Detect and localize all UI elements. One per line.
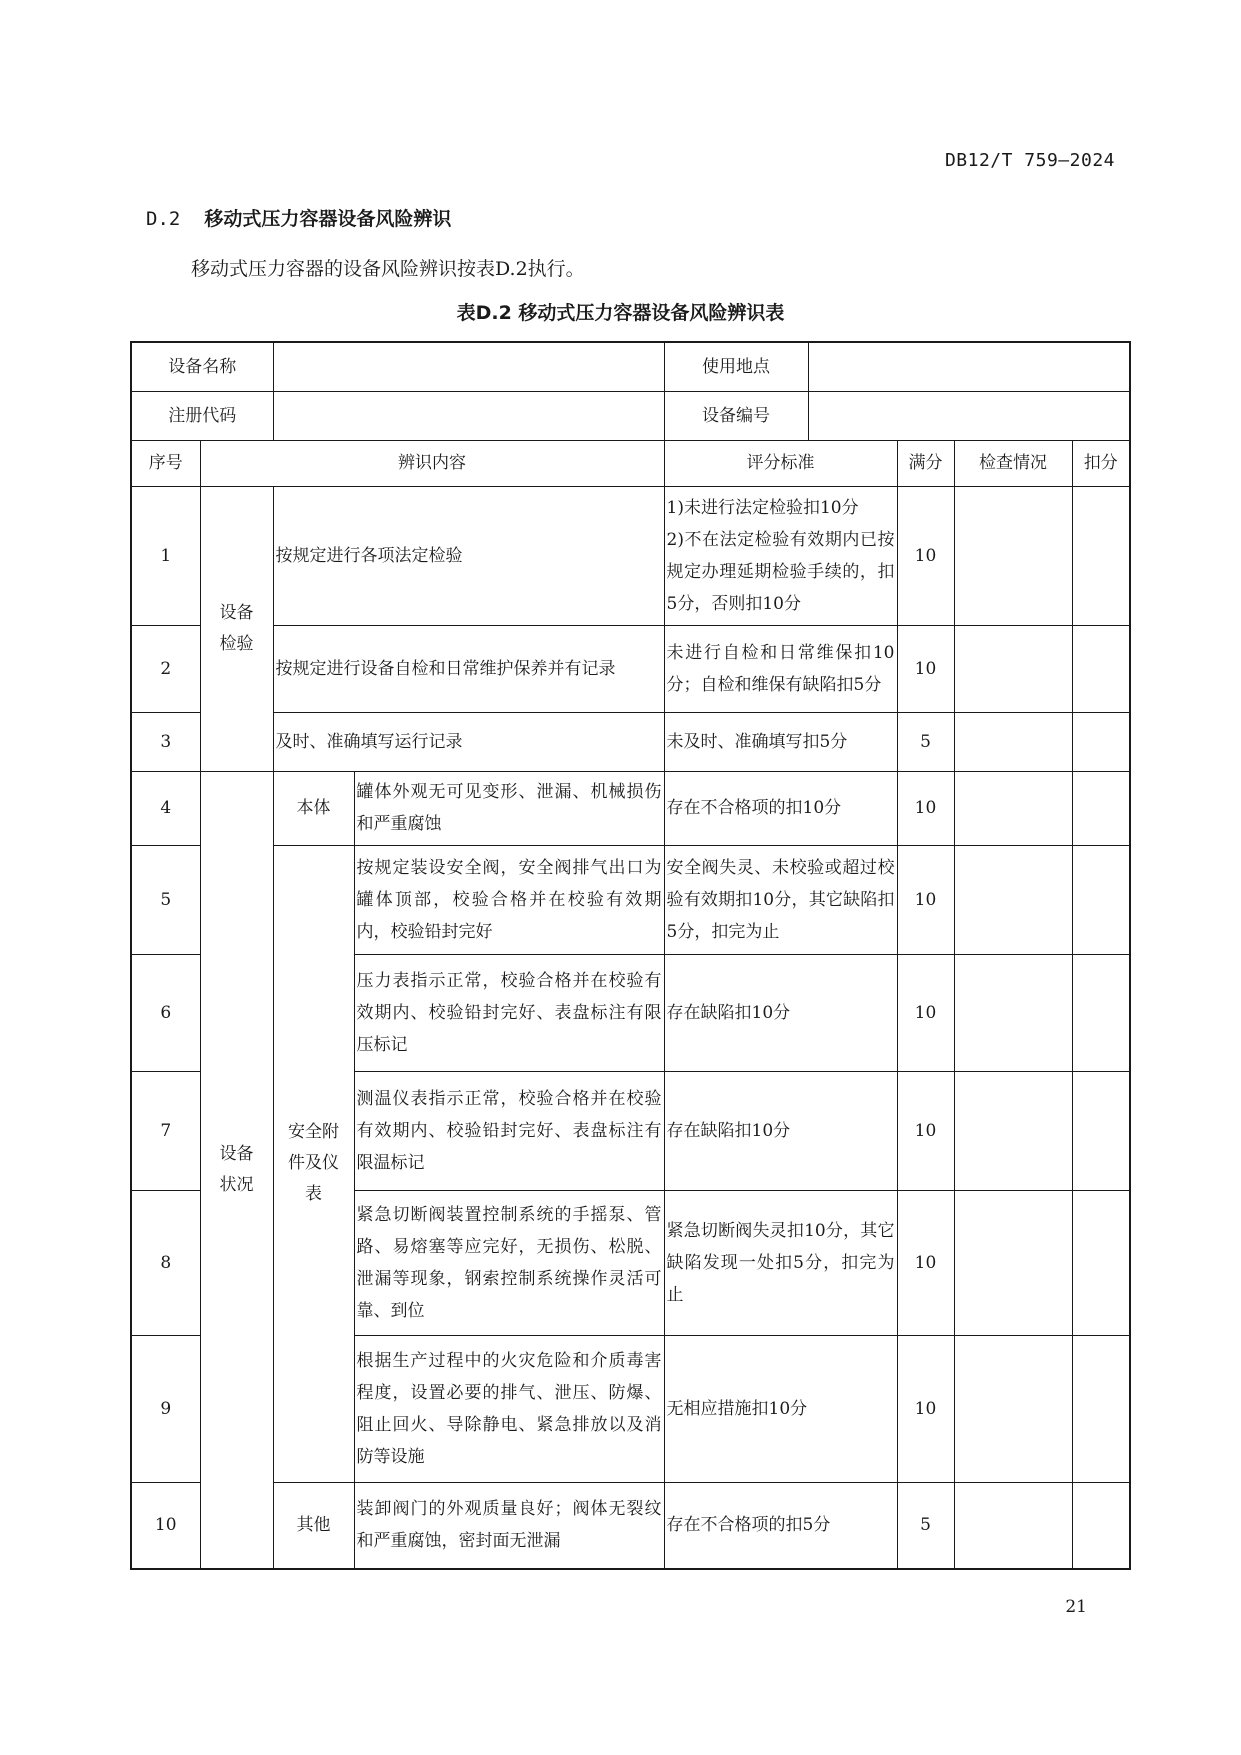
risk-identification-table	[130, 341, 1131, 1570]
row-check[interactable]	[954, 712, 1072, 771]
row-check[interactable]	[954, 845, 1072, 954]
table-row	[131, 771, 1130, 845]
row-content: 罐体外观无可见变形、泄漏、机械损伤和严重腐蚀	[354, 771, 664, 845]
row-criteria: 安全阀失灵、未校验或超过校验有效期扣10分，其它缺陷扣5分，扣完为止	[664, 845, 897, 954]
row-criteria: 存在缺陷扣10分	[664, 1071, 897, 1190]
row-score: 10	[897, 1190, 954, 1335]
check-header: 检查情况	[954, 440, 1072, 486]
row-score: 5	[897, 1482, 954, 1569]
row-criteria: 存在缺陷扣10分	[664, 954, 897, 1071]
section-title: 移动式压力容器设备风险辨识	[204, 208, 452, 230]
table-row	[131, 1482, 1130, 1569]
row-deduction[interactable]	[1072, 625, 1130, 712]
device-number-label: 设备编号	[664, 391, 808, 440]
row-check[interactable]	[954, 1071, 1072, 1190]
header-row	[131, 440, 1130, 486]
row-seq: 9	[131, 1335, 200, 1482]
device-name-value	[273, 342, 664, 391]
row-check[interactable]	[954, 1482, 1072, 1569]
row-seq: 1	[131, 486, 200, 625]
subcategory-other: 其他	[273, 1482, 354, 1569]
subcategory-accessories: 安全附件及仪表	[273, 845, 354, 1482]
row-criteria: 未及时、准确填写扣5分	[664, 712, 897, 771]
row-check[interactable]	[954, 1335, 1072, 1482]
meta-row-2	[131, 391, 1130, 440]
page-number: 21	[1065, 1597, 1087, 1617]
row-score: 10	[897, 954, 954, 1071]
row-content: 按规定进行设备自检和日常维护保养并有记录	[273, 625, 664, 712]
row-seq: 10	[131, 1482, 200, 1569]
subcategory-body: 本体	[273, 771, 354, 845]
section-heading	[146, 204, 451, 231]
row-deduction[interactable]	[1072, 1190, 1130, 1335]
row-content: 测温仪表指示正常，校验合格并在校验有效期内、校验铅封完好、表盘标注有限温标记	[354, 1071, 664, 1190]
criteria-header: 评分标准	[664, 440, 897, 486]
intro-paragraph: 移动式压力容器的设备风险辨识按表D.2执行。	[191, 258, 585, 280]
row-content: 紧急切断阀装置控制系统的手摇泵、管路、易熔塞等应完好，无损伤、松脱、泄漏等现象，钢索控制系统操作灵活可靠、到位	[354, 1190, 664, 1335]
registration-code-value	[273, 391, 664, 440]
row-criteria: 存在不合格项的扣5分	[664, 1482, 897, 1569]
table-row	[131, 486, 1130, 625]
row-seq: 2	[131, 625, 200, 712]
seq-header: 序号	[131, 440, 200, 486]
row-deduction[interactable]	[1072, 771, 1130, 845]
category-status: 设备状况	[200, 771, 273, 1569]
row-score: 10	[897, 486, 954, 625]
row-seq: 8	[131, 1190, 200, 1335]
content-header: 辨识内容	[200, 440, 664, 486]
table-row	[131, 712, 1130, 771]
row-deduction[interactable]	[1072, 486, 1130, 625]
row-criteria: 无相应措施扣10分	[664, 1335, 897, 1482]
device-number-value	[808, 391, 1130, 440]
row-deduction[interactable]	[1072, 1071, 1130, 1190]
row-deduction[interactable]	[1072, 712, 1130, 771]
row-check[interactable]	[954, 1190, 1072, 1335]
row-content: 及时、准确填写运行记录	[273, 712, 664, 771]
row-content: 按规定装设安全阀，安全阀排气出口为罐体顶部，校验合格并在校验有效期内，校验铅封完好	[354, 845, 664, 954]
category-inspection: 设备检验	[200, 486, 273, 771]
table-row	[131, 845, 1130, 954]
row-check[interactable]	[954, 954, 1072, 1071]
row-score: 10	[897, 1335, 954, 1482]
row-content: 根据生产过程中的火灾危险和介质毒害程度，设置必要的排气、泄压、防爆、阻止回火、导除静电、紧急排放以及消防等设施	[354, 1335, 664, 1482]
deduction-header: 扣分	[1072, 440, 1130, 486]
location-label: 使用地点	[664, 342, 808, 391]
row-seq: 6	[131, 954, 200, 1071]
table-title: 表D.2 移动式压力容器设备风险辨识表	[456, 302, 785, 324]
row-check[interactable]	[954, 486, 1072, 625]
row-deduction[interactable]	[1072, 845, 1130, 954]
table-row	[131, 625, 1130, 712]
section-number: D.2	[146, 208, 181, 230]
standard-code: DB12/T 759—2024	[944, 150, 1115, 171]
row-deduction[interactable]	[1072, 1335, 1130, 1482]
row-score: 10	[897, 1071, 954, 1190]
row-seq: 5	[131, 845, 200, 954]
row-check[interactable]	[954, 771, 1072, 845]
row-score: 10	[897, 845, 954, 954]
row-content: 装卸阀门的外观质量良好；阀体无裂纹和严重腐蚀，密封面无泄漏	[354, 1482, 664, 1569]
full-score-header: 满分	[897, 440, 954, 486]
row-content: 压力表指示正常，校验合格并在校验有效期内、校验铅封完好、表盘标注有限压标记	[354, 954, 664, 1071]
row-criteria: 存在不合格项的扣10分	[664, 771, 897, 845]
registration-code-label: 注册代码	[131, 391, 273, 440]
location-value	[808, 342, 1130, 391]
row-score: 10	[897, 625, 954, 712]
meta-row-1	[131, 342, 1130, 391]
row-content: 按规定进行各项法定检验	[273, 486, 664, 625]
row-deduction[interactable]	[1072, 954, 1130, 1071]
row-score: 10	[897, 771, 954, 845]
row-criteria: 未进行自检和日常维保扣10分；自检和维保有缺陷扣5分	[664, 625, 897, 712]
row-deduction[interactable]	[1072, 1482, 1130, 1569]
row-seq: 7	[131, 1071, 200, 1190]
row-seq: 3	[131, 712, 200, 771]
row-criteria: 1)未进行法定检验扣10分 2)不在法定检验有效期内已按规定办理延期检验手续的，扣5分，否则扣10分	[664, 486, 897, 625]
row-check[interactable]	[954, 625, 1072, 712]
device-name-label: 设备名称	[131, 342, 273, 391]
row-seq: 4	[131, 771, 200, 845]
row-criteria: 紧急切断阀失灵扣10分，其它缺陷发现一处扣5分，扣完为止	[664, 1190, 897, 1335]
row-score: 5	[897, 712, 954, 771]
